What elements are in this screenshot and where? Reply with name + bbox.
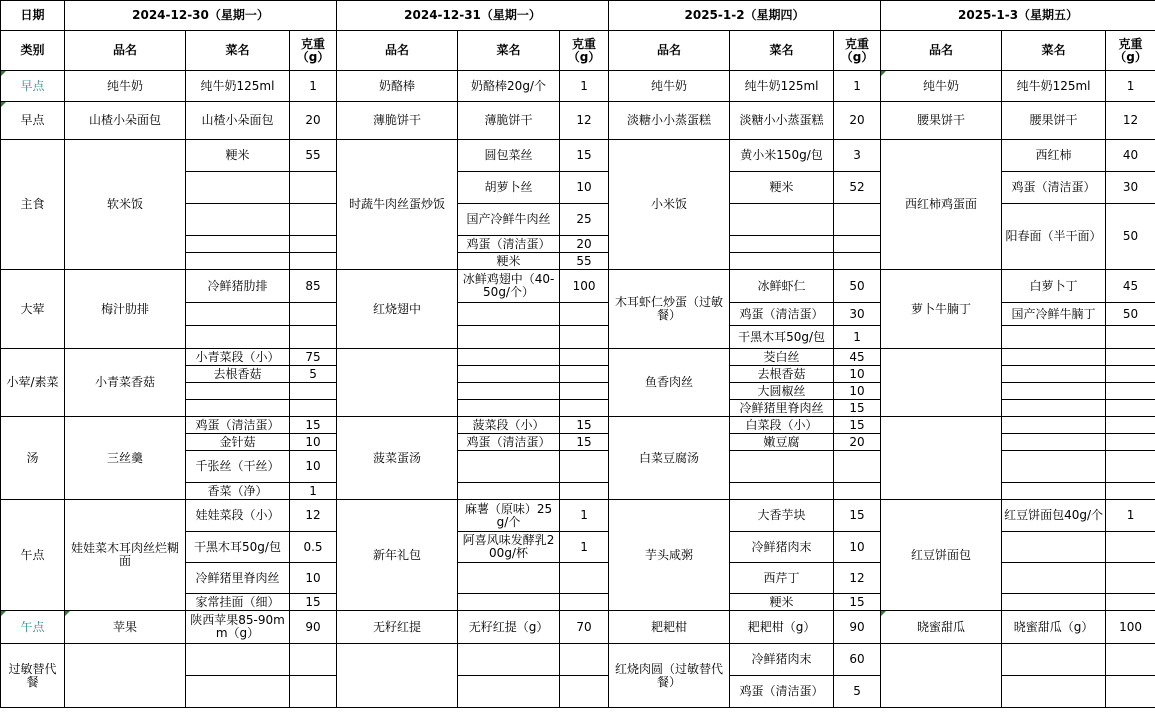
ingredient-cell: 鸡蛋（清洁蛋）: [458, 434, 560, 451]
weight-cell: 12: [560, 102, 609, 140]
ingredient-cell: 国产冷鲜牛肉丝: [458, 204, 560, 236]
weight-cell: 100: [560, 270, 609, 303]
ingredient-cell: 娃娃菜段（小）: [186, 500, 290, 532]
ingredient-cell: 冰鲜鸡翅中（40-50g/个）: [458, 270, 560, 303]
weight-cell: 55: [290, 140, 337, 172]
dish-cell: [337, 349, 458, 417]
weight-cell: 1: [290, 483, 337, 500]
ingredient-cell: 鸡蛋（清洁蛋）: [730, 676, 834, 708]
weight-cell: 15: [560, 417, 609, 434]
ingredient-cell: 嫩豆腐: [730, 434, 834, 451]
weight-header: 克重（g）: [834, 31, 881, 71]
weight-cell: 50: [1106, 204, 1155, 270]
weight-cell: 1: [290, 71, 337, 102]
weight-cell: 20: [290, 102, 337, 140]
weight-cell: 45: [834, 349, 881, 366]
empty-cell: [560, 383, 609, 400]
empty-cell: [560, 326, 609, 349]
empty-cell: [1106, 417, 1155, 434]
ingredient-cell: 白菜段（小）: [730, 417, 834, 434]
dish-header: 品名: [881, 31, 1002, 71]
category-cell: 午点: [1, 500, 65, 611]
empty-cell: [290, 253, 337, 270]
dish-cell: 淡糖小小蒸蛋糕: [609, 102, 730, 140]
weight-cell: 10: [834, 383, 881, 400]
weight-cell: 1: [560, 71, 609, 102]
empty-cell: [1002, 400, 1106, 417]
ingredient-cell: 家常挂面（细）: [186, 594, 290, 611]
empty-cell: [458, 676, 560, 708]
category-cell: 汤: [1, 417, 65, 500]
empty-cell: [186, 236, 290, 253]
dish-cell: [881, 644, 1002, 708]
dish-cell: 时蔬牛肉丝蛋炒饭: [337, 140, 458, 270]
weight-cell: 10: [834, 532, 881, 563]
weight-cell: 30: [834, 303, 881, 326]
empty-cell: [290, 303, 337, 326]
weight-cell: 20: [560, 236, 609, 253]
empty-cell: [290, 676, 337, 708]
empty-cell: [834, 204, 881, 236]
dish-cell: 西红柿鸡蛋面: [881, 140, 1002, 270]
ingredient-cell: 腰果饼干: [1002, 102, 1106, 140]
weight-cell: 30: [1106, 172, 1155, 204]
weight-cell: 50: [1106, 303, 1155, 326]
ingredient-cell: 大圆椒丝: [730, 383, 834, 400]
dish-cell: 小米饭: [609, 140, 730, 270]
weight-cell: 55: [560, 253, 609, 270]
weight-cell: 70: [560, 611, 609, 644]
ingredient-cell: 鸡蛋（清洁蛋）: [458, 236, 560, 253]
ingredient-cell: 大香芋块: [730, 500, 834, 532]
ingredient-cell: 西芹丁: [730, 563, 834, 594]
date-header: 日期: [1, 1, 65, 31]
ingredient-header: 菜名: [1002, 31, 1106, 71]
category-cell: 过敏替代餐: [1, 644, 65, 708]
ingredient-cell: 香菜（净）: [186, 483, 290, 500]
empty-cell: [730, 204, 834, 236]
dish-cell: 苹果: [65, 611, 186, 644]
dish-cell: [881, 349, 1002, 417]
empty-cell: [290, 236, 337, 253]
empty-cell: [186, 383, 290, 400]
empty-cell: [560, 349, 609, 366]
weight-header: 克重（g）: [1106, 31, 1155, 71]
dish-cell: 山楂小朵面包: [65, 102, 186, 140]
empty-cell: [560, 303, 609, 326]
empty-cell: [1002, 644, 1106, 676]
empty-cell: [186, 204, 290, 236]
dish-cell: [65, 644, 186, 708]
empty-cell: [1002, 483, 1106, 500]
date-cell: 2024-12-30（星期一）: [65, 1, 337, 31]
empty-cell: [560, 400, 609, 417]
empty-cell: [458, 349, 560, 366]
dish-cell: 菠菜蛋汤: [337, 417, 458, 500]
weight-cell: 1: [560, 500, 609, 532]
dish-cell: 三丝羹: [65, 417, 186, 500]
ingredient-cell: 阿喜风味发酵乳200g/杯: [458, 532, 560, 563]
dish-cell: 薄脆饼干: [337, 102, 458, 140]
empty-cell: [1106, 532, 1155, 563]
weight-cell: 15: [560, 140, 609, 172]
weight-cell: 15: [834, 500, 881, 532]
ingredient-cell: 薄脆饼干: [458, 102, 560, 140]
empty-cell: [186, 303, 290, 326]
dish-cell: 小青菜香菇: [65, 349, 186, 417]
ingredient-cell: 纯牛奶125ml: [1002, 71, 1106, 102]
dish-cell: 鱼香肉丝: [609, 349, 730, 417]
weight-cell: 12: [290, 500, 337, 532]
empty-cell: [1106, 451, 1155, 483]
dish-header: 品名: [337, 31, 458, 71]
empty-cell: [1106, 400, 1155, 417]
dish-header: 品名: [609, 31, 730, 71]
ingredient-cell: 阳春面（半干面）: [1002, 204, 1106, 270]
empty-cell: [1106, 676, 1155, 708]
empty-cell: [834, 253, 881, 270]
category-cell: 主食: [1, 140, 65, 270]
dish-cell: 奶酪棒: [337, 71, 458, 102]
weight-cell: 85: [290, 270, 337, 303]
ingredient-cell: 冷鲜猪肋排: [186, 270, 290, 303]
ingredient-cell: 西红柿: [1002, 140, 1106, 172]
ingredient-header: 菜名: [186, 31, 290, 71]
empty-cell: [1106, 483, 1155, 500]
dish-cell: 纯牛奶: [881, 71, 1002, 102]
ingredient-cell: 白萝卜丁: [1002, 270, 1106, 303]
weight-cell: 10: [290, 451, 337, 483]
empty-cell: [1106, 349, 1155, 366]
empty-cell: [1106, 563, 1155, 594]
weight-cell: 60: [834, 644, 881, 676]
ingredient-cell: 冰鲜虾仁: [730, 270, 834, 303]
ingredient-cell: 麻薯（原味）25g/个: [458, 500, 560, 532]
ingredient-cell: 冷鲜猪里脊肉丝: [730, 400, 834, 417]
empty-cell: [1106, 434, 1155, 451]
ingredient-header: 菜名: [730, 31, 834, 71]
weight-cell: 15: [834, 594, 881, 611]
dish-cell: 纯牛奶: [609, 71, 730, 102]
weight-cell: 100: [1106, 611, 1155, 644]
category-cell: 大荤: [1, 270, 65, 349]
weight-cell: 90: [290, 611, 337, 644]
weight-cell: 1: [560, 532, 609, 563]
empty-cell: [834, 483, 881, 500]
ingredient-cell: 菠菜段（小）: [458, 417, 560, 434]
ingredient-cell: 晓蜜甜瓜（g）: [1002, 611, 1106, 644]
empty-cell: [730, 236, 834, 253]
ingredient-cell: 红豆饼面包40g/个: [1002, 500, 1106, 532]
ingredient-cell: 山楂小朵面包: [186, 102, 290, 140]
empty-cell: [560, 676, 609, 708]
dish-cell: 娃娃菜木耳肉丝烂糊面: [65, 500, 186, 611]
dish-cell: 耙耙柑: [609, 611, 730, 644]
ingredient-cell: 黄小米150g/包: [730, 140, 834, 172]
empty-cell: [290, 383, 337, 400]
ingredient-cell: 粳米: [186, 140, 290, 172]
ingredient-cell: 耙耙柑（g）: [730, 611, 834, 644]
weight-cell: 3: [834, 140, 881, 172]
empty-cell: [1106, 326, 1155, 349]
empty-cell: [730, 451, 834, 483]
empty-cell: [1106, 594, 1155, 611]
ingredient-cell: 干黑木耳50g/包: [186, 532, 290, 563]
weight-cell: 5: [834, 676, 881, 708]
ingredient-cell: 鸡蛋（清洁蛋）: [186, 417, 290, 434]
ingredient-cell: 干黑木耳50g/包: [730, 326, 834, 349]
empty-cell: [1002, 383, 1106, 400]
empty-cell: [1002, 434, 1106, 451]
dish-cell: [337, 644, 458, 708]
empty-cell: [290, 644, 337, 676]
ingredient-cell: 陕西苹果85-90mm（g）: [186, 611, 290, 644]
ingredient-cell: 粳米: [458, 253, 560, 270]
ingredient-cell: 冷鲜猪肉末: [730, 644, 834, 676]
weight-cell: 20: [834, 434, 881, 451]
empty-cell: [560, 366, 609, 383]
dish-cell: 红豆饼面包: [881, 500, 1002, 611]
ingredient-cell: 冷鲜猪里脊肉丝: [186, 563, 290, 594]
empty-cell: [1002, 563, 1106, 594]
weight-cell: 1: [834, 326, 881, 349]
date-cell: 2025-1-3（星期五）: [881, 1, 1155, 31]
weight-cell: 10: [834, 366, 881, 383]
weight-cell: 1: [1106, 500, 1155, 532]
empty-cell: [458, 400, 560, 417]
dish-cell: 梅汁肋排: [65, 270, 186, 349]
empty-cell: [1002, 532, 1106, 563]
empty-cell: [834, 451, 881, 483]
weight-cell: 15: [290, 594, 337, 611]
empty-cell: [290, 400, 337, 417]
ingredient-cell: 鸡蛋（清洁蛋）: [1002, 172, 1106, 204]
dish-cell: 芋头咸粥: [609, 500, 730, 611]
weight-cell: 52: [834, 172, 881, 204]
ingredient-cell: 圆包菜丝: [458, 140, 560, 172]
category-cell: 早点: [1, 71, 65, 102]
ingredient-cell: 无籽红提（g）: [458, 611, 560, 644]
empty-cell: [186, 676, 290, 708]
empty-cell: [458, 644, 560, 676]
weight-cell: 15: [834, 400, 881, 417]
empty-cell: [1002, 594, 1106, 611]
weight-header: 克重（g）: [560, 31, 609, 71]
empty-cell: [560, 644, 609, 676]
weight-cell: 10: [560, 172, 609, 204]
ingredient-cell: 鸡蛋（清洁蛋）: [730, 303, 834, 326]
empty-cell: [458, 383, 560, 400]
empty-cell: [1106, 366, 1155, 383]
category-cell: 小荤/素菜: [1, 349, 65, 417]
empty-cell: [186, 253, 290, 270]
dish-header: 品名: [65, 31, 186, 71]
empty-cell: [458, 326, 560, 349]
empty-cell: [1002, 451, 1106, 483]
dish-cell: 新年礼包: [337, 500, 458, 611]
empty-cell: [1106, 383, 1155, 400]
weight-cell: 45: [1106, 270, 1155, 303]
empty-cell: [560, 451, 609, 483]
category-cell: 午点: [1, 611, 65, 644]
weight-cell: 75: [290, 349, 337, 366]
empty-cell: [560, 483, 609, 500]
weight-cell: 50: [834, 270, 881, 303]
empty-cell: [1002, 366, 1106, 383]
weight-cell: 0.5: [290, 532, 337, 563]
ingredient-header: 菜名: [458, 31, 560, 71]
ingredient-cell: 粳米: [730, 172, 834, 204]
date-cell: 2024-12-31（星期一）: [337, 1, 609, 31]
weight-cell: 20: [834, 102, 881, 140]
ingredient-cell: 纯牛奶125ml: [730, 71, 834, 102]
empty-cell: [290, 326, 337, 349]
dish-cell: 晓蜜甜瓜: [881, 611, 1002, 644]
ingredient-cell: 去根香菇: [730, 366, 834, 383]
dish-cell: 白菜豆腐汤: [609, 417, 730, 500]
ingredient-cell: 粳米: [730, 594, 834, 611]
ingredient-cell: 国产冷鲜牛腩丁: [1002, 303, 1106, 326]
empty-cell: [1002, 349, 1106, 366]
weight-cell: 5: [290, 366, 337, 383]
empty-cell: [730, 253, 834, 270]
weight-cell: 25: [560, 204, 609, 236]
empty-cell: [290, 172, 337, 204]
ingredient-cell: 淡糖小小蒸蛋糕: [730, 102, 834, 140]
empty-cell: [290, 204, 337, 236]
dish-cell: 萝卜牛腩丁: [881, 270, 1002, 349]
ingredient-cell: 奶酪棒20g/个: [458, 71, 560, 102]
weight-cell: 12: [1106, 102, 1155, 140]
weight-cell: 15: [290, 417, 337, 434]
category-cell: 早点: [1, 102, 65, 140]
ingredient-cell: 冷鲜猪肉末: [730, 532, 834, 563]
empty-cell: [458, 483, 560, 500]
empty-cell: [1002, 417, 1106, 434]
weight-cell: 15: [560, 434, 609, 451]
weight-cell: 90: [834, 611, 881, 644]
dish-cell: 无籽红提: [337, 611, 458, 644]
ingredient-cell: 纯牛奶125ml: [186, 71, 290, 102]
empty-cell: [186, 172, 290, 204]
dish-cell: [881, 417, 1002, 500]
ingredient-cell: 茭白丝: [730, 349, 834, 366]
ingredient-cell: 金针菇: [186, 434, 290, 451]
dish-cell: 软米饭: [65, 140, 186, 270]
date-cell: 2025-1-2（星期四）: [609, 1, 881, 31]
empty-cell: [458, 594, 560, 611]
empty-cell: [458, 451, 560, 483]
dish-cell: 木耳虾仁炒蛋（过敏餐）: [609, 270, 730, 349]
weight-cell: 10: [290, 563, 337, 594]
ingredient-cell: 小青菜段（小）: [186, 349, 290, 366]
empty-cell: [186, 326, 290, 349]
empty-cell: [1002, 676, 1106, 708]
dish-cell: 红烧肉圆（过敏替代餐）: [609, 644, 730, 708]
dish-cell: 腰果饼干: [881, 102, 1002, 140]
ingredient-cell: 千张丝（干丝）: [186, 451, 290, 483]
weight-cell: 1: [1106, 71, 1155, 102]
empty-cell: [186, 644, 290, 676]
ingredient-cell: 胡萝卜丝: [458, 172, 560, 204]
empty-cell: [560, 594, 609, 611]
weight-cell: 12: [834, 563, 881, 594]
weight-header: 克重（g）: [290, 31, 337, 71]
weight-cell: 10: [290, 434, 337, 451]
dish-cell: 红烧翅中: [337, 270, 458, 349]
category-header: 类别: [1, 31, 65, 71]
empty-cell: [458, 366, 560, 383]
empty-cell: [1106, 644, 1155, 676]
ingredient-cell: 去根香菇: [186, 366, 290, 383]
empty-cell: [834, 236, 881, 253]
empty-cell: [730, 483, 834, 500]
empty-cell: [186, 400, 290, 417]
weight-cell: 1: [834, 71, 881, 102]
empty-cell: [1002, 326, 1106, 349]
weight-cell: 40: [1106, 140, 1155, 172]
empty-cell: [560, 563, 609, 594]
empty-cell: [458, 563, 560, 594]
dish-cell: 纯牛奶: [65, 71, 186, 102]
weight-cell: 15: [834, 417, 881, 434]
empty-cell: [458, 303, 560, 326]
